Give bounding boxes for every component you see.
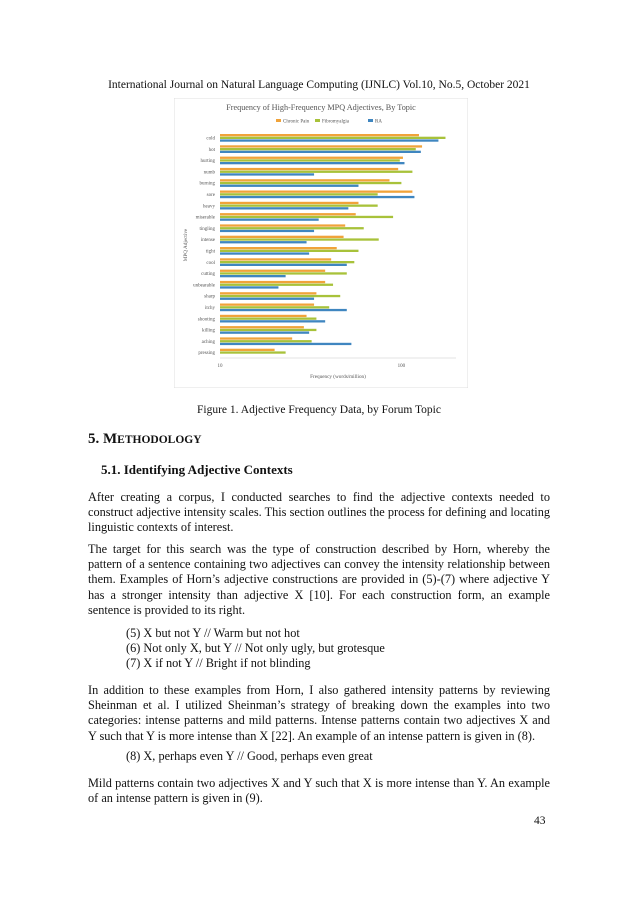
y-tick-label-sore: sore xyxy=(206,192,215,198)
x-tick-label-0: 10 xyxy=(217,364,223,369)
figure-chart xyxy=(174,98,468,388)
y-tick-label-itchy: itchy xyxy=(205,305,215,311)
y-tick-label-burning: burning xyxy=(199,181,215,187)
section-title-rest: ETHODOLOGY xyxy=(117,434,202,446)
y-tick-label-sharp: sharp xyxy=(204,294,215,300)
y-tick-label-aching: aching xyxy=(201,339,215,345)
running-header: International Journal on Natural Language Computing (IJNLC) Vol.10, No.5, October 2021 xyxy=(108,79,530,91)
bar-shooting-1 xyxy=(220,318,316,320)
bar-aching-1 xyxy=(220,340,312,342)
bar-numb-1 xyxy=(220,171,412,173)
bar-itchy-2 xyxy=(220,309,347,311)
bar-tight-2 xyxy=(220,252,309,254)
bar-sore-0 xyxy=(220,191,412,193)
bar-killing-1 xyxy=(220,329,316,331)
y-tick-label-killing: killing xyxy=(201,328,215,334)
bar-burning-1 xyxy=(220,182,401,184)
example-5: (5) X but not Y // Warm but not hot xyxy=(126,626,300,640)
example-7: (7) X if not Y // Bright if not blinding xyxy=(126,656,311,670)
bar-numb-2 xyxy=(220,173,314,175)
bar-killing-2 xyxy=(220,332,309,334)
bar-heavy-2 xyxy=(220,207,348,209)
y-tick-label-hurting: hurting xyxy=(200,159,215,165)
y-tick-label-tingling: tingling xyxy=(199,226,215,232)
y-tick-label-cool: cool xyxy=(206,260,215,266)
bar-aching-2 xyxy=(220,343,351,345)
legend-label-0: Chronic Pain xyxy=(283,119,310,125)
bar-itchy-1 xyxy=(220,306,329,308)
bar-tingling-0 xyxy=(220,224,345,226)
paragraph-4: Mild patterns contain two adjectives X and Y such that X is more intense than Y. An example of an intense pattern is given in (9). xyxy=(88,776,550,806)
bar-sharp-2 xyxy=(220,298,314,300)
example-6: (6) Not only X, but Y // Not only ugly, but grotesque xyxy=(126,641,385,655)
bar-miserable-0 xyxy=(220,213,356,215)
bar-hurting-1 xyxy=(220,159,400,161)
bar-tingling-1 xyxy=(220,227,364,229)
bar-cool-2 xyxy=(220,264,347,266)
paragraph-2: The target for this search was the type of construction described by Horn, whereby the pattern of a sentence containing two adjectives can convey the intensity relationship between them. Examples of Horn’s adjective constructions are provided in (5)-(7) where adjective Y has a stronger intensity than adjective X [10]. For each construction form, an example sentence is provided to its right. xyxy=(88,542,550,617)
bar-shooting-2 xyxy=(220,320,325,322)
y-tick-label-pressing: pressing xyxy=(198,351,215,357)
y-tick-label-miserable: miserable xyxy=(195,215,215,221)
bar-cool-0 xyxy=(220,258,331,260)
legend-swatch-2 xyxy=(368,119,373,122)
bar-numb-0 xyxy=(220,168,398,170)
section-number: 5. xyxy=(88,431,100,447)
bar-hot-0 xyxy=(220,145,422,147)
bar-cutting-2 xyxy=(220,275,286,277)
legend-label-1: Fibromyalgia xyxy=(322,119,349,125)
bar-sore-1 xyxy=(220,193,378,195)
bar-cold-1 xyxy=(220,137,445,139)
bar-unbearable-1 xyxy=(220,284,333,286)
bar-miserable-1 xyxy=(220,216,393,218)
bar-unbearable-0 xyxy=(220,281,325,283)
x-tick-label-1: 100 xyxy=(397,364,406,369)
bar-tight-1 xyxy=(220,250,358,252)
bar-shooting-0 xyxy=(220,315,307,317)
subsection-heading: 5.1. Identifying Adjective Contexts xyxy=(101,462,293,477)
bar-unbearable-2 xyxy=(220,286,278,288)
bar-killing-0 xyxy=(220,326,304,328)
bar-hurting-2 xyxy=(220,162,404,164)
section-heading xyxy=(88,431,202,448)
legend-swatch-0 xyxy=(276,119,281,122)
bar-burning-2 xyxy=(220,185,358,187)
bar-intense-1 xyxy=(220,238,379,240)
bar-burning-0 xyxy=(220,179,390,181)
bar-sharp-1 xyxy=(220,295,340,297)
bar-cutting-0 xyxy=(220,270,325,272)
y-tick-label-tight: tight xyxy=(205,249,215,255)
bar-cutting-1 xyxy=(220,272,347,274)
paragraph-1: After creating a corpus, I conducted searches to find the adjective contexts needed to construct adjective intensity scales. This section outlines the process for defining and locating linguistic contexts of interest. xyxy=(88,490,550,535)
y-tick-label-unbearable: unbearable xyxy=(193,283,215,289)
page-number: 43 xyxy=(534,815,546,827)
paragraph-3: In addition to these examples from Horn, I also gathered intensity patterns by reviewing Sheinman et al. I utilized Sheinman’s strategy of breaking down the examples into two categories: intense patterns and mild patterns. Intense patterns contain two adjectives X and Y such that Y is more intense than X [22]. An example of an intense pattern is given in (8). xyxy=(88,683,550,743)
y-axis-label: MPQ Adjective xyxy=(183,228,189,262)
y-tick-label-heavy: heavy xyxy=(203,204,215,210)
bar-miserable-2 xyxy=(220,219,319,221)
y-tick-label-cold: cold xyxy=(206,136,215,142)
bar-intense-0 xyxy=(220,236,344,238)
bar-pressing-0 xyxy=(220,349,275,351)
bar-hurting-0 xyxy=(220,157,403,159)
bar-aching-0 xyxy=(220,337,292,339)
bar-hot-2 xyxy=(220,151,421,153)
example-8: (8) X, perhaps even Y // Good, perhaps even great xyxy=(126,749,373,763)
bar-cold-0 xyxy=(220,134,419,136)
bar-sore-2 xyxy=(220,196,414,198)
bar-pressing-1 xyxy=(220,351,286,353)
bar-cold-2 xyxy=(220,139,438,141)
y-tick-label-intense: intense xyxy=(200,238,215,244)
bar-heavy-0 xyxy=(220,202,358,204)
bar-sharp-0 xyxy=(220,292,316,294)
y-tick-label-cutting: cutting xyxy=(201,272,215,278)
chart-title: Frequency of High-Frequency MPQ Adjectives, By Topic xyxy=(226,103,416,112)
bar-chart xyxy=(174,98,468,388)
bar-itchy-0 xyxy=(220,304,314,306)
bar-tight-0 xyxy=(220,247,337,249)
bar-tingling-2 xyxy=(220,230,314,232)
figure-caption: Figure 1. Adjective Frequency Data, by Forum Topic xyxy=(197,404,441,416)
y-tick-label-numb: numb xyxy=(203,170,215,176)
legend-label-2: RA xyxy=(375,119,382,125)
bar-hot-1 xyxy=(220,148,416,150)
section-title-first: M xyxy=(103,431,118,447)
y-tick-label-shooting: shooting xyxy=(197,317,215,323)
bar-cool-1 xyxy=(220,261,354,263)
y-tick-label-hot: hot xyxy=(208,147,215,153)
x-axis-label: Frequency (words/million) xyxy=(310,374,366,380)
legend-swatch-1 xyxy=(315,119,320,122)
bar-intense-2 xyxy=(220,241,307,243)
bar-heavy-1 xyxy=(220,205,378,207)
